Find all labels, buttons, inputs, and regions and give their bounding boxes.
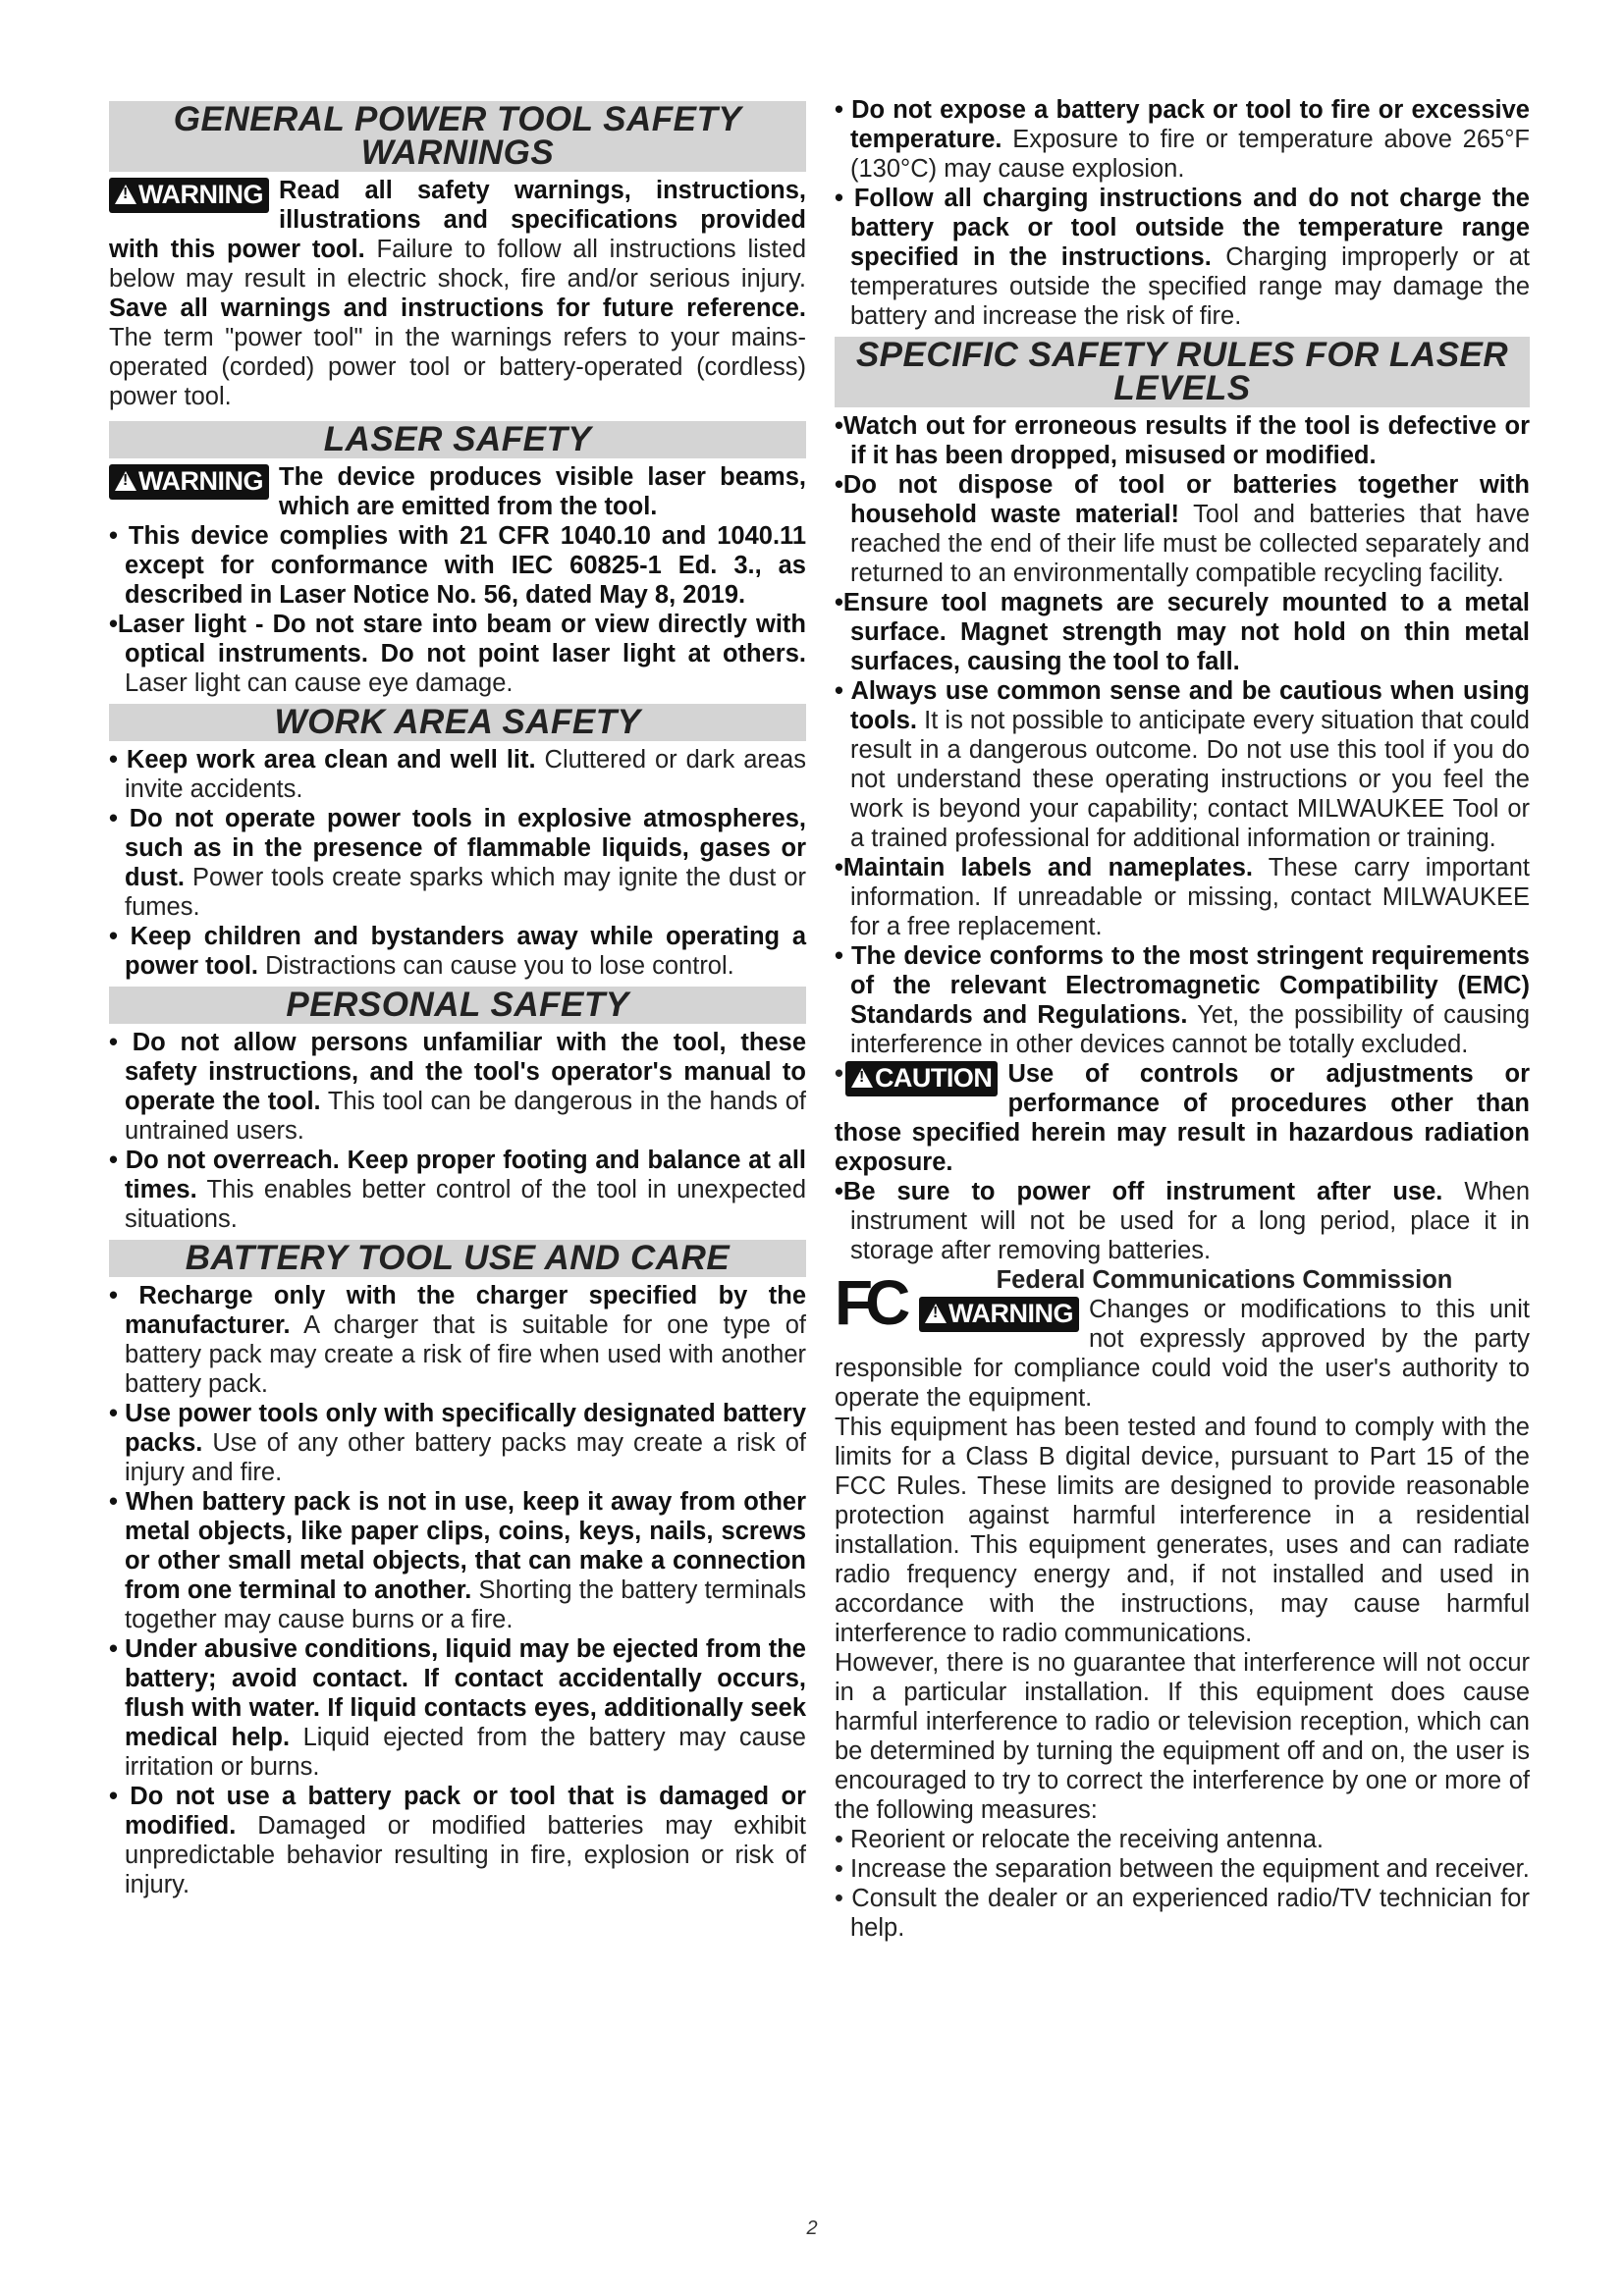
- fcc-title: Federal Communications Commission: [996, 1266, 1453, 1294]
- fcc-paragraph-1: This equipment has been tested and found to comply with the limits for a Class B digital device, pursuant to Part 15 of the FCC Rules. These limits are designed to provide reasonable protection against harmful interference in a residential installation. This equipment generates, uses and can radiate radio frequency energy and, if not installed and used in accordance with the instructions, may cause harmful interference to radio communications.: [835, 1414, 1530, 1647]
- fcc-warning-paragraph: !WARNING Changes or modifications to this unit not expressly approved by the party responsible for compliance could void the user's authority to operate the equipment.: [835, 1295, 1530, 1413]
- left-column: [109, 95, 806, 1899]
- page-number: 2: [806, 2217, 818, 2239]
- alert-triangle-icon: [115, 471, 136, 491]
- fcc-paragraph-2: However, there is no guarantee that interference will not occur in a particular installation. If this equipment does cause harmful interference to radio or television reception, which can be determined by turning the equipment off and on, the user is encouraged to try to correct the interference by one or more of the following measures:: [835, 1649, 1530, 1824]
- general-safety-header: GENERAL POWER TOOL SAFETY WARNINGS: [109, 101, 806, 172]
- laser-item-2: •Laser light - Do not stare into beam or view directly with optical instruments. Do not point laser light at others. Laser light can cause eye damage.: [109, 611, 806, 697]
- personal-item-2: • Do not overreach. Keep proper footing and balance at all times. This enables better control of the tool in unexpected situations.: [109, 1147, 806, 1233]
- battery-item-1: • Recharge only with the charger specified by the manufacturer. A charger that is suitable for one type of battery pack may create a risk of fire when used with another battery pack.: [109, 1282, 806, 1398]
- caution-badge: ! CAUTION: [845, 1061, 999, 1096]
- general-warning-paragraph: !WARNING Read all safety warnings, instructions, illustrations and specifications provided with this power tool. Failure to follow all instructions listed below may result in electric shock, fire and/or serious injury. Save all warnings and instructions for future reference. The term "power tool" in the warnings refers to your mains-operated (corded) power tool or battery-operated (cordless) power tool.: [109, 176, 806, 411]
- work-item-3: • Keep children and bystanders away while operating a power tool. Distractions can cause you to lose control.: [109, 923, 806, 980]
- emc-item: • The device conforms to the most stringent requirements of the relevant Electromagnetic Compatibility (EMC) Standards and Regulations. Yet, the possibility of causing interference in other devices cannot be totally excluded.: [835, 942, 1530, 1058]
- right-column: [835, 95, 1530, 1943]
- work-item-1: • Keep work area clean and well lit. Cluttered or dark areas invite accidents.: [109, 746, 806, 803]
- charge-item: • Follow all charging instructions and do not charge the battery pack or tool outside the temperature range specified in the instructions. Charging improperly or at temperatures outside the specified range may damage the battery and increase the risk of fire.: [835, 185, 1530, 330]
- personal-item-1: • Do not allow persons unfamiliar with the tool, these safety instructions, and the tool's operator's manual to operate the tool. This tool can be dangerous in the hands of untrained users.: [109, 1029, 806, 1145]
- warning-badge: !WARNING: [109, 178, 269, 213]
- fire-item: • Do not expose a battery pack or tool to fire or excessive temperature. Exposure to fire or temperature above 265°F (130°C) may cause explosion.: [835, 96, 1530, 183]
- laser-warning-paragraph: !WARNING The device produces visible laser beams, which are emitted from the tool.: [109, 462, 806, 521]
- alert-triangle-icon: [115, 185, 136, 204]
- alert-triangle-icon: [925, 1304, 947, 1323]
- power-off-item: •Be sure to power off instrument after use. When instrument will not be used for a long period, place it in storage after removing batteries.: [835, 1178, 1530, 1264]
- battery-item-3: • When battery pack is not in use, keep it away from other metal objects, like paper clips, coins, keys, nails, screws or other small metal objects, that can make a connection from one terminal to another. Shorting the battery terminals together may cause burns or a fire.: [109, 1488, 806, 1633]
- svg-text:FC: FC: [835, 1269, 903, 1330]
- magnets-item: •Ensure tool magnets are securely mounted to a metal surface. Magnet strength may not hold on thin metal surfaces, causing the tool to fall.: [835, 589, 1530, 675]
- fcc-logo: [835, 1269, 911, 1330]
- common-sense-item: • Always use common sense and be cautious when using tools. It is not possible to anticipate every situation that could result in a dangerous outcome. Do not use this tool if you do not understand these operating instructions or you feel the work is beyond your capability; contact MILWAUKEE Tool or a trained professional for additional information or training.: [835, 677, 1530, 852]
- specific-laser-rules-header: SPECIFIC SAFETY RULES FOR LASER LEVELS: [835, 337, 1530, 407]
- personal-safety-header: PERSONAL SAFETY: [109, 987, 806, 1024]
- work-area-safety-header: WORK AREA SAFETY: [109, 704, 806, 741]
- fcc-bullet-1: • Reorient or relocate the receiving antenna.: [835, 1826, 1324, 1853]
- warning-badge: !WARNING: [919, 1297, 1079, 1332]
- laser-item-1: • This device complies with 21 CFR 1040.10 and 1040.11 except for conformance with IEC 60825-1 Ed. 3., as described in Laser Notice No. 56, dated May 8, 2019.: [109, 522, 806, 609]
- laser-safety-header: LASER SAFETY: [109, 421, 806, 458]
- work-item-2: • Do not operate power tools in explosive atmospheres, such as in the presence of flammable liquids, gases or dust. Power tools create sparks which may ignite the dust or fumes.: [109, 805, 806, 921]
- battery-item-2: • Use power tools only with specifically designated battery packs. Use of any other battery packs may create a risk of injury and fire.: [109, 1400, 806, 1486]
- dispose-item: •Do not dispose of tool or batteries together with household waste material! Tool and batteries that have reached the end of their life must be collected separately and returned to an environmentally compatible recycling facility.: [835, 471, 1531, 587]
- caution-paragraph: • ! CAUTION Use of controls or adjustments or performance of procedures other than those specified herein may result in hazardous radiation exposure.: [835, 1059, 1530, 1177]
- alert-triangle-icon: [851, 1068, 873, 1088]
- battery-item-4: • Under abusive conditions, liquid may be ejected from the battery; avoid contact. If contact accidentally occurs, flush with water. If liquid contacts eyes, additionally seek medical help. Liquid ejected from the battery may cause irritation or burns.: [109, 1635, 806, 1781]
- battery-item-5: • Do not use a battery pack or tool that is damaged or modified. Damaged or modified batteries may exhibit unpredictable behavior resulting in fire, explosion or risk of injury.: [109, 1783, 806, 1898]
- fcc-section: [835, 1265, 1530, 1943]
- fcc-bullet-3: • Consult the dealer or an experienced radio/TV technician for help.: [835, 1885, 1530, 1942]
- fcc-bullet-2: • Increase the separation between the equipment and receiver.: [835, 1855, 1530, 1883]
- battery-tool-header: BATTERY TOOL USE AND CARE: [109, 1240, 806, 1277]
- labels-item: •Maintain labels and nameplates. These carry important information. If unreadable or missing, contact MILWAUKEE for a free replacement.: [835, 854, 1530, 940]
- warning-badge: !WARNING: [109, 464, 269, 500]
- watch-item: •Watch out for erroneous results if the tool is defective or if it has been dropped, misused or modified.: [835, 412, 1530, 469]
